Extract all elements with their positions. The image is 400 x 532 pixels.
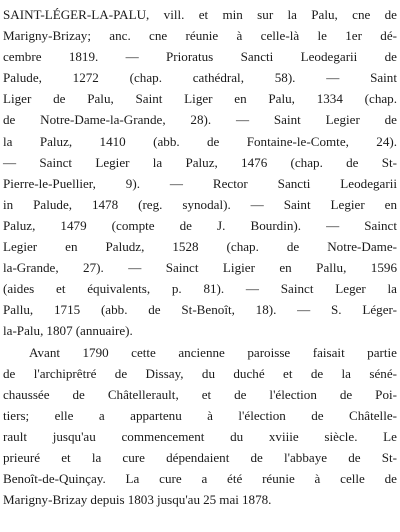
entry-line: la-Grande, 27). — Sainct Ligier en Pallu, 1596 — [3, 260, 397, 276]
entry-line: Liger de Palu, Saint Liger en Palu, 1334 (chap. — [3, 91, 397, 107]
history-line: prieuré et la cure dépendaient de l'abbaye de St- — [3, 449, 397, 465]
history-line: de l'archiprêtré de Dissay, du duché et de la séné- — [3, 365, 397, 381]
history-line: chaussée de Châtellerault, et de l'élection de Poi- — [3, 386, 397, 402]
entry-line: la-Palu, 1807 (annuaire). — [3, 323, 133, 339]
entry-line: Pierre-le-Puellier, 9). — Rector Sancti Leodegarii — [3, 175, 397, 191]
history-paragraph — [3, 342, 397, 511]
entry-line: cembre 1819. — Prioratus Sancti Leodegarii de — [3, 49, 397, 65]
history-line: Benoît-de-Quinçay. La cure a été réunie à celle de — [3, 471, 397, 487]
entry-line: la Paluz, 1410 (abb. de Fontaine-le-Comte, 24). — [3, 133, 397, 149]
history-line: Avant 1790 cette ancienne paroisse faisait partie — [29, 344, 397, 360]
entry-line: Legier en Paludz, 1528 (chap. de Notre-Dame- — [3, 239, 397, 255]
entry-line: — Sainct Legier la Paluz, 1476 (chap. de St- — [3, 154, 397, 170]
history-line: rault jusqu'au commencement du xviiie siècle. Le — [3, 428, 397, 444]
entry-line: SAINT-LÉGER-LA-PALU, vill. et min sur la Palu, cne de — [3, 7, 397, 22]
history-line: Marigny-Brizay depuis 1803 jusqu'au 25 mai 1878. — [3, 492, 272, 508]
history-line: tiers; elle a appartenu à l'élection de Châtelle- — [3, 407, 397, 423]
entry-line: Palude, 1272 (chap. cathédral, 58). — Saint — [3, 70, 397, 86]
entry-line: de Notre-Dame-la-Grande, 28). — Saint Legier de — [3, 112, 397, 128]
entry-line: (aides et équivalents, p. 81). — Sainct Leger la — [3, 281, 397, 297]
entry-line: Marigny-Brizay; anc. cne réunie à celle-là le 1er dé- — [3, 28, 397, 44]
entry-paragraph — [3, 4, 397, 342]
entry-line: Paluz, 1479 (compte de J. Bourdin). — Sainct — [3, 217, 397, 233]
entry-line: Pallu, 1715 (abb. de St-Benoît, 18). — S. Léger- — [3, 302, 397, 318]
entry-line: in Palude, 1478 (reg. synodal). — Saint Legier en — [3, 196, 397, 212]
